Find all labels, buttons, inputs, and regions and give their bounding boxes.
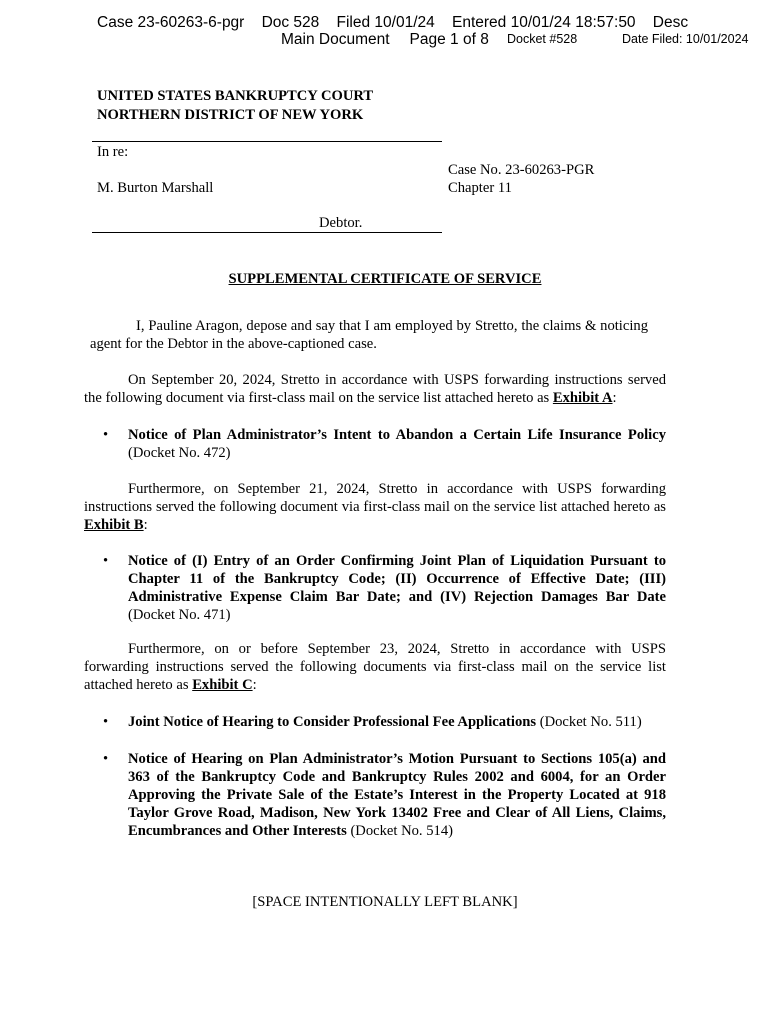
court-name-line2: NORTHERN DISTRICT OF NEW YORK	[97, 107, 364, 123]
service-paragraph-exhibit-c: Furthermore, on or before September 23, 2024, Stretto in accordance with USPS forwarding instructions served the following documents via first-class mail on the service list attached hereto as Exhibit C:	[84, 641, 666, 693]
served-document-item: Notice of Hearing on Plan Administrator’s Motion Pursuant to Sections 105(a) and 363 of the Bankruptcy Code and Bankruptcy Rules 2002 and 6004, for an Order Approving the Private Sale of the Estate’s Interest in the Property Located at 918 Taylor Grove Road, Madison, New York 13402 Free and Clear of All Liens, Claims, Encumbrances and Other Interests (Docket No. 514)	[128, 751, 666, 839]
service-paragraph-exhibit-a: On September 20, 2024, Stretto in accordance with USPS forwarding instructions served the following document via first-class mail on the service list attached hereto as Exhibit A:	[84, 372, 666, 406]
case-number: Case No. 23-60263-PGR	[448, 162, 595, 178]
page-count: Page 1 of 8	[409, 31, 489, 48]
served-document-item: Notice of Plan Administrator’s Intent to Abandon a Certain Life Insurance Policy (Docket No. 472)	[128, 427, 666, 461]
chapter: Chapter 11	[448, 180, 512, 196]
declaration-paragraph: I, Pauline Aragon, depose and say that I am employed by Stretto, the claims & noticing agent for the Debtor in the above-captioned case.	[90, 318, 648, 352]
debtor-label: Debtor.	[319, 215, 363, 231]
exhibit-a-reference: Exhibit A	[552, 390, 613, 406]
docket-number-tag: Docket #528	[507, 32, 578, 46]
document-title: SUPPLEMENTAL CERTIFICATE OF SERVICE	[228, 271, 542, 287]
main-document-label: Main Document	[281, 31, 390, 48]
caption-bottom-rule	[92, 232, 442, 233]
service-paragraph-exhibit-b: Furthermore, on September 21, 2024, Stretto in accordance with USPS forwarding instructions served the following document via first-class mail on the service list attached hereto as Exhibit B:	[84, 481, 666, 533]
date-filed-tag: Date Filed: 10/01/2024	[622, 32, 749, 46]
filing-stamp-page-line	[281, 31, 489, 49]
exhibit-b-reference: Exhibit B	[84, 517, 144, 533]
filing-stamp-line: Case 23-60263-6-pgr Doc 528 Filed 10/01/24 Entered 10/01/24 18:57:50 Desc	[97, 14, 689, 31]
bullet-marker: •	[103, 714, 109, 730]
court-name-line1: UNITED STATES BANKRUPTCY COURT	[97, 88, 374, 104]
served-document-item: Joint Notice of Hearing to Consider Professional Fee Applications (Docket No. 511)	[128, 714, 642, 730]
space-left-blank-notice: [SPACE INTENTIONALLY LEFT BLANK]	[252, 894, 518, 910]
caption-top-rule	[92, 141, 442, 142]
in-re-label: In re:	[97, 144, 129, 160]
bullet-marker: •	[103, 427, 109, 443]
court-name	[97, 87, 373, 125]
bullet-marker: •	[103, 751, 109, 767]
exhibit-c-reference: Exhibit C	[192, 677, 253, 693]
bullet-marker: •	[103, 553, 109, 569]
served-document-item: Notice of (I) Entry of an Order Confirming Joint Plan of Liquidation Pursuant to Chapter 11 of the Bankruptcy Code; (II) Occurrence of Effective Date; (III) Administrative Expense Claim Bar Date; and (IV) Rejection Damages Bar Date (Docket No. 471)	[128, 553, 666, 623]
debtor-name: M. Burton Marshall	[97, 180, 214, 196]
case-info	[448, 161, 594, 197]
